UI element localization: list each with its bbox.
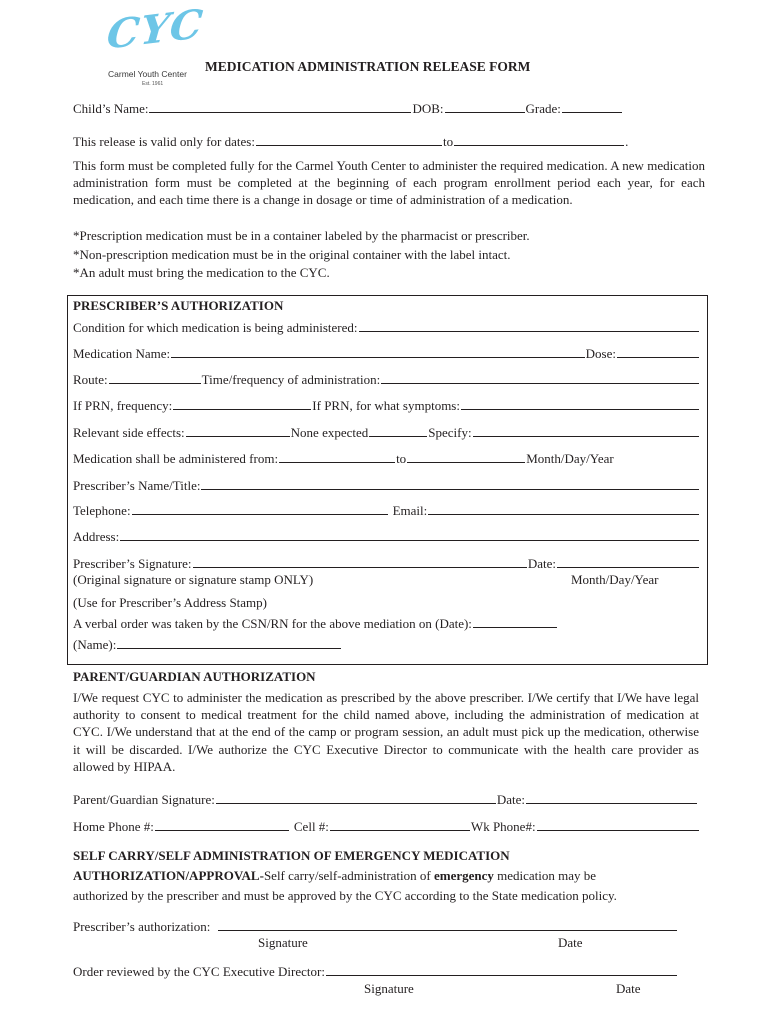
dose-field[interactable] xyxy=(617,345,699,358)
order-reviewed-row xyxy=(73,963,678,980)
none-expected-field[interactable] xyxy=(369,424,427,437)
valid-dates-row xyxy=(73,133,698,150)
home-phone-field[interactable] xyxy=(155,818,289,831)
condition-label: Condition for which medication is being administered: xyxy=(73,320,358,335)
condition-row xyxy=(73,319,700,336)
carmel-youth-center-logo xyxy=(102,0,206,90)
telephone-field[interactable] xyxy=(132,502,388,515)
work-phone-label: Wk Phone#: xyxy=(470,819,536,834)
valid-to-field[interactable] xyxy=(454,133,624,146)
prescriber-authorization-row xyxy=(73,918,678,935)
specify-field[interactable] xyxy=(473,424,699,437)
grade-field[interactable] xyxy=(562,100,622,113)
prescriber-authorization-label: Prescriber’s authorization: xyxy=(73,919,211,934)
route-field[interactable] xyxy=(109,371,201,384)
child-info-row xyxy=(73,100,698,117)
valid-from-field[interactable] xyxy=(256,133,442,146)
email-label: Email: xyxy=(392,503,428,518)
route-label: Route: xyxy=(73,372,108,387)
date-caption-2: Date xyxy=(616,981,641,996)
logo-organization-name: Carmel Youth Center xyxy=(108,69,187,79)
signature-caption-2: Signature xyxy=(364,981,414,996)
grade-label: Grade: xyxy=(525,101,561,116)
verbal-order-row xyxy=(73,615,558,632)
cell-label: Cell #: xyxy=(293,819,329,834)
home-phone-label: Home Phone #: xyxy=(73,819,154,834)
parent-signature-label: Parent/Guardian Signature: xyxy=(73,792,215,807)
prescriber-name-label: Prescriber’s Name/Title: xyxy=(73,478,201,493)
parent-signature-row xyxy=(73,791,698,808)
work-phone-field[interactable] xyxy=(537,818,699,831)
logo-tagline: Est. 1961 xyxy=(142,81,164,87)
verbal-order-date-field[interactable] xyxy=(473,615,557,628)
form-title: MEDICATION ADMINISTRATION RELEASE FORM xyxy=(205,59,531,74)
none-expected-label: None expected xyxy=(290,425,369,440)
telephone-label: Telephone: xyxy=(73,503,131,518)
original-signature-note: (Original signature or signature stamp ONLY) xyxy=(73,572,314,587)
cell-field[interactable] xyxy=(330,818,470,831)
dose-label: Dose: xyxy=(585,346,616,361)
note-prescription: *Prescription medication must be in a container labeled by the pharmacist or prescriber. xyxy=(73,228,530,243)
medication-name-row xyxy=(73,345,700,362)
order-reviewed-field[interactable] xyxy=(326,963,677,976)
condition-field[interactable] xyxy=(359,319,699,332)
prescriber-name-row xyxy=(73,477,700,494)
self-carry-line-2: authorized by the prescriber and must be approved by the CYC according to the State medication policy. xyxy=(73,888,617,903)
signature-caption: Signature xyxy=(258,935,308,950)
prescriber-date-field[interactable] xyxy=(557,555,699,568)
side-effects-label: Relevant side effects: xyxy=(73,425,185,440)
prescriber-heading: PRESCRIBER’S AUTHORIZATION xyxy=(73,298,284,313)
valid-dates-period: . xyxy=(625,134,629,149)
parent-authorization-paragraph: I/We request CYC to administer the medication as prescribed by the above prescriber. I/We certify that I/We have legal authority to consent to medical treatment for the child named above, including the administration of medication at CYC. I/We understand that at the end of the camp or program session, an adult must pick up the medication, otherwise it will be discarded. I/We authorize the CYC Executive Director to communicate with the health care provider as allowed by HIPAA. xyxy=(73,690,699,774)
time-frequency-field[interactable] xyxy=(381,371,699,384)
contact-row xyxy=(73,502,700,519)
prescriber-date-label: Date: xyxy=(527,556,556,571)
prn-symptoms-field[interactable] xyxy=(461,397,699,410)
prn-symptoms-label: If PRN, for what symptoms: xyxy=(312,398,460,413)
note-non-prescription: *Non-prescription medication must be in the original container with the label intact. xyxy=(73,246,511,262)
address-label: Address: xyxy=(73,529,120,544)
signature-date-format: Month/Day/Year xyxy=(571,572,659,587)
prn-frequency-field[interactable] xyxy=(173,397,311,410)
prescriber-name-field[interactable] xyxy=(201,477,699,490)
self-carry-line-1 xyxy=(73,868,698,884)
admin-date-format: Month/Day/Year xyxy=(526,451,614,466)
side-effects-field[interactable] xyxy=(186,424,290,437)
verbal-order-name-field[interactable] xyxy=(117,636,341,649)
prn-frequency-label: If PRN, frequency: xyxy=(73,398,173,413)
prescriber-signature-label: Prescriber’s Signature: xyxy=(73,556,192,571)
specify-label: Specify: xyxy=(428,425,472,440)
parent-signature-field[interactable] xyxy=(216,791,496,804)
date-caption: Date xyxy=(558,935,583,950)
admin-to-label: to xyxy=(396,451,407,466)
admin-to-field[interactable] xyxy=(407,450,525,463)
verbal-order-label: A verbal order was taken by the CSN/RN for the above mediation on (Date): xyxy=(73,616,472,631)
valid-to-label: to xyxy=(442,134,454,149)
self-carry-emphasis: emergency xyxy=(433,868,494,883)
parent-date-field[interactable] xyxy=(526,791,697,804)
side-effects-row xyxy=(73,424,700,441)
admin-from-label: Medication shall be administered from: xyxy=(73,451,279,466)
administration-dates-row xyxy=(73,450,700,467)
medication-name-label: Medication Name: xyxy=(73,346,171,361)
child-name-label: Child’s Name: xyxy=(73,101,149,116)
address-row xyxy=(73,528,700,545)
intro-text: This form must be completed fully for the Carmel Youth Center to administer the required medication. A new medication administration form must be completed at the beginning of each program enrollment period each year, for each medication, and each time there is a change in dosage or time of administration of a medication. xyxy=(73,158,705,208)
dob-label: DOB: xyxy=(412,101,444,116)
verbal-order-name-label: (Name): xyxy=(73,637,117,652)
dob-field[interactable] xyxy=(445,100,525,113)
address-field[interactable] xyxy=(120,528,699,541)
route-row xyxy=(73,371,700,388)
email-field[interactable] xyxy=(428,502,699,515)
prescriber-signature-field[interactable] xyxy=(193,555,527,568)
note-adult: *An adult must bring the medication to the CYC. xyxy=(73,265,330,280)
prescriber-authorization-field[interactable] xyxy=(218,918,677,931)
self-carry-subheading: AUTHORIZATION/APPROVAL- xyxy=(73,868,264,883)
medication-notes xyxy=(73,227,530,283)
phone-row xyxy=(73,818,700,835)
medication-name-field[interactable] xyxy=(171,345,585,358)
parent-date-label: Date: xyxy=(496,792,526,807)
verbal-order-name-row xyxy=(73,636,342,653)
cyc-logo-mark: CYC xyxy=(105,0,206,59)
admin-from-field[interactable] xyxy=(279,450,395,463)
self-carry-heading: SELF CARRY/SELF ADMINISTRATION OF EMERGENCY MEDICATION xyxy=(73,848,510,863)
valid-dates-label: This release is valid only for dates: xyxy=(73,134,255,149)
parent-authorization-text xyxy=(73,689,699,775)
parent-heading: PARENT/GUARDIAN AUTHORIZATION xyxy=(73,669,316,684)
self-carry-text-a: Self carry/self-administration of xyxy=(263,868,434,883)
order-reviewed-label: Order reviewed by the CYC Executive Director: xyxy=(73,964,325,979)
address-stamp-note: (Use for Prescriber’s Address Stamp) xyxy=(73,595,267,610)
prescriber-signature-row xyxy=(73,555,700,572)
self-carry-text-b: medication may be xyxy=(493,868,597,883)
intro-paragraph xyxy=(73,157,705,209)
time-frequency-label: Time/frequency of administration: xyxy=(201,372,381,387)
child-name-field[interactable] xyxy=(149,100,411,113)
prn-row xyxy=(73,397,700,414)
